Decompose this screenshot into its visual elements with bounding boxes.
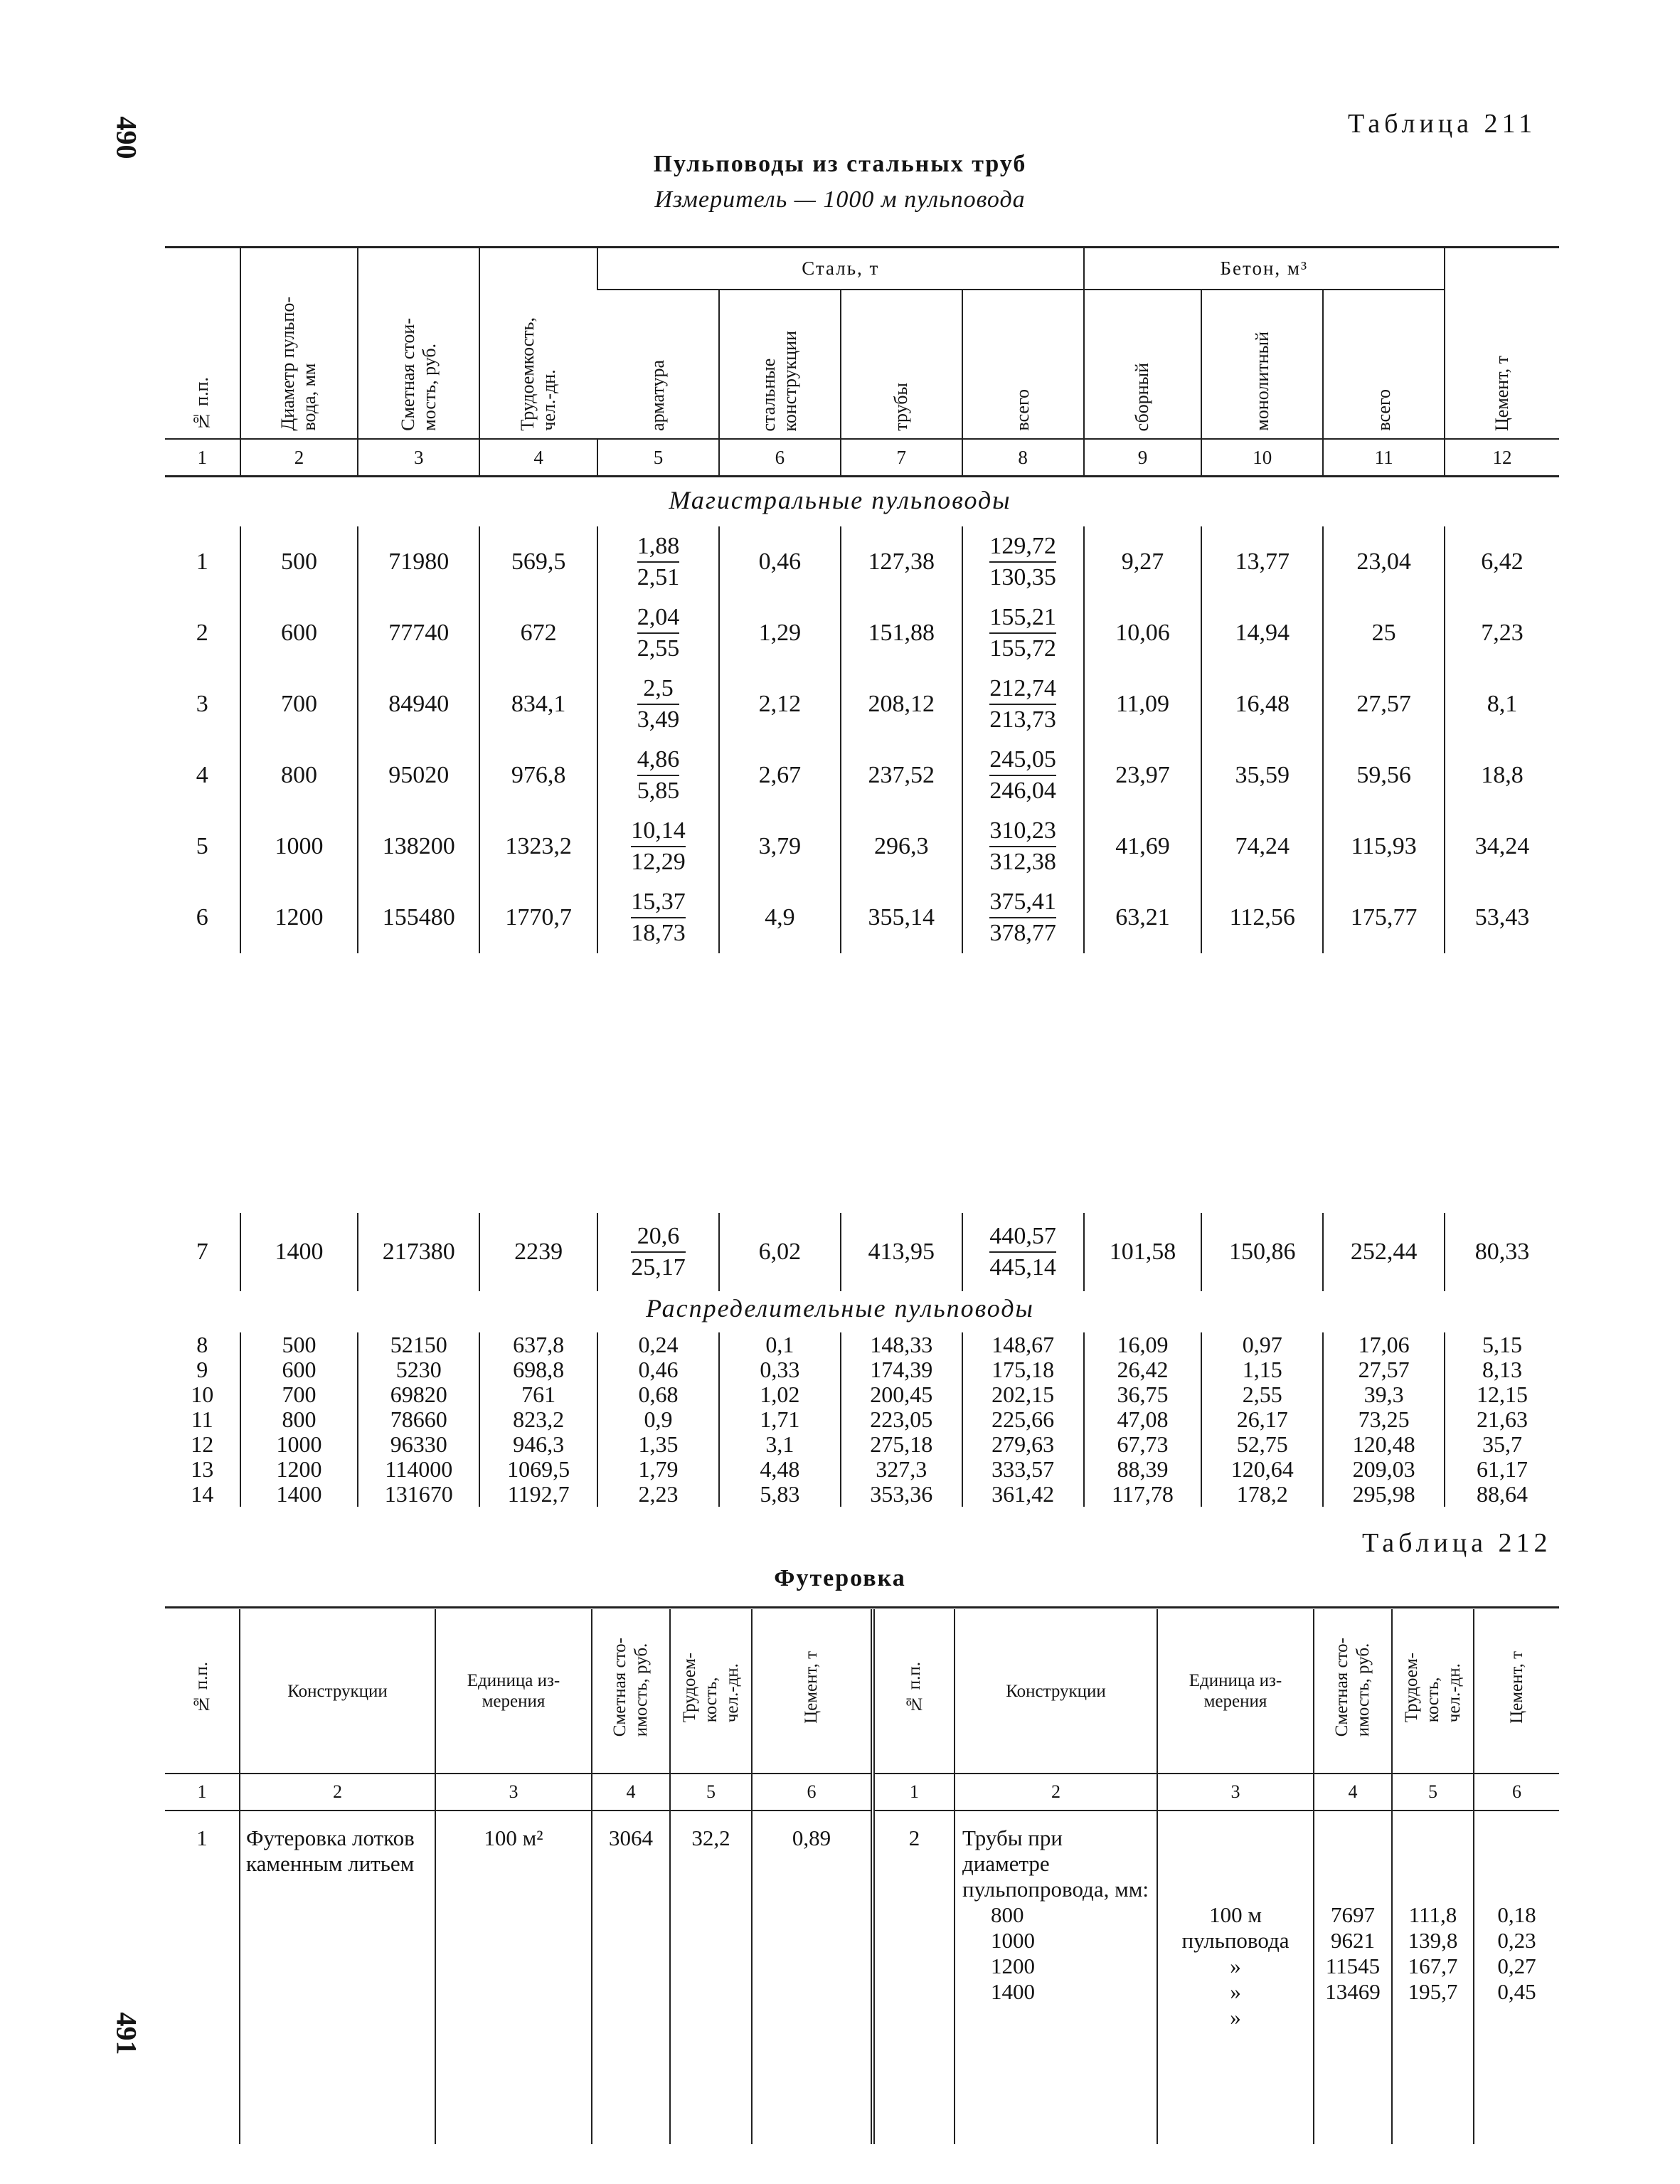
header-unit: Единица из- мерения (435, 1609, 592, 1774)
header-cement: Цемент, т (752, 1609, 873, 1774)
header-construction-2: Конструкции (955, 1609, 1157, 1774)
table-211-subtitle: Измеритель — 1000 м пульповода (654, 186, 1026, 213)
table-row: 14 1400 131670 1192,7 2,23 5,83 353,36 361,42 117,78 178,2 295,98 88,64 (165, 1482, 1559, 1507)
table-212-caption: Таблица 212 (1362, 1528, 1552, 1558)
table-row: 8 500 52150 637,8 0,24 0,1 148,33 148,67 16,09 0,97 17,06 5,15 (165, 1332, 1559, 1357)
pipes-construction-text: Трубы при диаметре пульпопровода, мм: (962, 1825, 1149, 1902)
header-num: № п.п. (191, 376, 213, 431)
header-cost: Сметная стои- мость, руб. (358, 248, 479, 439)
header-cement: Цемент, т (1445, 248, 1559, 439)
column-numbers-row: 1 2 3 4 5 6 7 8 9 10 11 12 (165, 439, 1559, 477)
table-row: 12 1000 96330 946,3 1,35 3,1 275,18 279,63 67,73 52,75 120,48 35,7 (165, 1432, 1559, 1457)
column-numbers-row: 1 2 3 4 5 6 1 2 3 4 5 6 (165, 1774, 1559, 1811)
table-212-body (165, 1810, 1559, 2144)
table-212-header (165, 1609, 1559, 1811)
header-diameter: Диаметр пульпо- вода, мм (240, 248, 358, 439)
table-row: 9 600 5230 698,8 0,46 0,33 174,39 175,18 26,42 1,15 27,57 8,13 (165, 1357, 1559, 1382)
table-211-caption: Таблица 211 (1348, 109, 1537, 139)
header-unit-2: Единица из- мерения (1157, 1609, 1314, 1774)
table-row: 13 1200 114000 1069,5 1,79 4,48 327,3 333,57 88,39 120,64 209,03 61,17 (165, 1457, 1559, 1482)
table-211-main-rows (165, 526, 1559, 953)
table-row: 1 Футеровка лотков каменным литьем 100 м² 3064 32,2 0,89 2 Трубы при диаметре пульпопровода, мм: 800 1000 1200 1400 100 м пульповода » » » 7697 9621 11545 13469 111,8 139,8 167,7 195,7 0,18 0,23 0,27 0,45 (165, 1810, 1559, 2144)
table-212-title: Футеровка (774, 1565, 906, 1591)
table-row: 10 700 69820 761 0,68 1,02 200,45 202,15 36,75 2,55 39,3 12,15 (165, 1382, 1559, 1407)
table-row: 7 1400 217380 2239 $\frac{20,6}{25,17}$ 6,02 413,95 $\frac{440,57}{445,14}$ 101,58 150,86 252,44 80,33 (165, 1213, 1559, 1291)
header-cement-2: Цемент, т (1474, 1609, 1559, 1774)
page-number-bottom: 491 (110, 2012, 143, 2055)
page-number-top: 490 (110, 116, 143, 159)
header-num-2: № п.п. (873, 1609, 955, 1774)
header-pipes: трубы (841, 290, 962, 439)
table-row: 2 600 77740 672 $\frac{2,04}{2,55}$ 1,29 151,88 $\frac{155,21}{155,72}$ 10,06 14,94 25 7,23 (165, 598, 1559, 669)
table-row: 5 1000 138200 1323,2 $\frac{10,14}{12,29}$ 3,79 296,3 $\frac{310,23}{312,38}$ 41,69 74,24 115,93 34,24 (165, 811, 1559, 882)
header-labor-2: Трудоем- кость, чел.-дн. (1392, 1609, 1474, 1774)
table-211-distribution-rows (165, 1332, 1559, 1507)
header-num: № п.п. (192, 1661, 211, 1714)
header-precast: сборный (1084, 290, 1202, 439)
header-cost-2: Сметная сто- имость, руб. (1314, 1609, 1392, 1774)
table-row: 6 1200 155480 1770,7 $\frac{15,37}{18,73}$ 4,9 355,14 $\frac{375,41}{378,77}$ 63,21 112,56 175,77 53,43 (165, 882, 1559, 953)
table-row: 4 800 95020 976,8 $\frac{4,86}{5,85}$ 2,67 237,52 $\frac{245,05}{246,04}$ 23,97 35,59 59,56 18,8 (165, 740, 1559, 811)
section-main-pipelines: Магистральные пульповоды (669, 486, 1011, 514)
header-cost: Сметная сто- имость, руб. (592, 1609, 670, 1774)
header-concrete-total: всего (1323, 290, 1445, 439)
header-steel-total: всего (962, 290, 1084, 439)
header-monolithic: монолитный (1201, 290, 1323, 439)
header-armatura: арматура (647, 360, 668, 431)
table-row: 11 800 78660 823,2 0,9 1,71 223,05 225,66 47,08 26,17 73,25 21,63 (165, 1407, 1559, 1432)
header-steel-group: Сталь, т (597, 248, 1083, 290)
header-construction: Конструкции (240, 1609, 435, 1774)
header-labor: Трудоемкость, чел.-дн. (479, 248, 597, 439)
table-211-header (165, 248, 1559, 477)
table-211-row-7 (165, 1213, 1559, 1291)
table-211-title: Пульповоды из стальных труб (653, 151, 1027, 177)
table-row: 3 700 84940 834,1 $\frac{2,5}{3,49}$ 2,12 208,12 $\frac{212,74}{213,73}$ 11,09 16,48 27,57 8,1 (165, 669, 1559, 740)
header-labor: Трудоем- кость, чел.-дн. (670, 1609, 752, 1774)
table-row: 1 500 71980 569,5 $\frac{1,88}{2,51}$ 0,46 127,38 $\frac{129,72}{130,35}$ 9,27 13,77 23,04 6,42 (165, 526, 1559, 598)
section-distribution-pipelines: Распределительные пульповоды (646, 1294, 1034, 1322)
header-concrete-group: Бетон, м³ (1084, 248, 1445, 290)
header-steel-structures: стальные конструкции (719, 290, 841, 439)
